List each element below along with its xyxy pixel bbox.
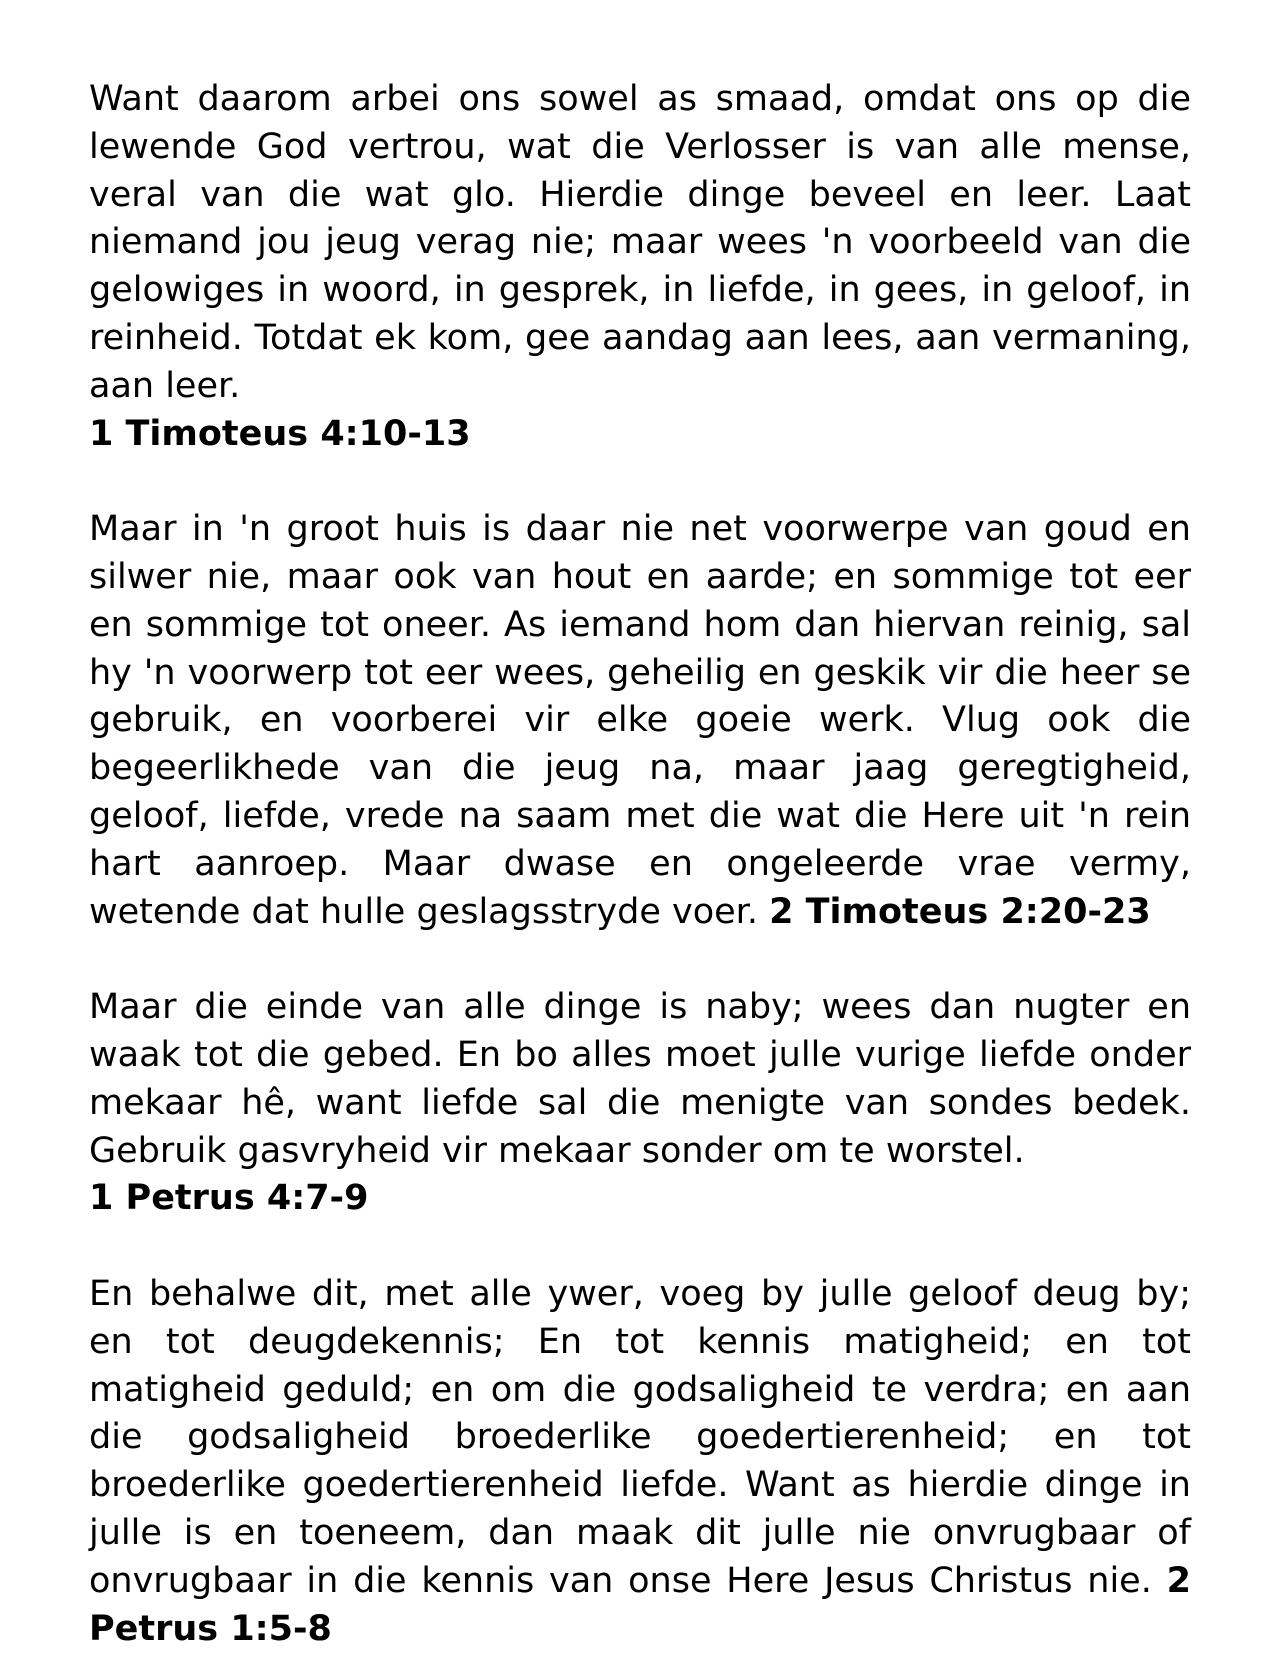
passage-text: Want daarom arbei ons sowel as smaad, omdat ons op die lewende God vertrou, wat die Verlosser is van alle mense, veral van die wat glo. Hierdie dinge beveel en leer. Laat niemand jou jeug verag nie; maar wees 'n voorbeeld van die gelowiges in woord, in gesprek, in liefde, in gees, in geloof, in reinheid. Totdat ek kom, gee aandag aan lees, aan vermaning, aan leer. [89, 79, 1191, 406]
passage-text: Maar in 'n groot huis is daar nie net voorwerpe van goud en silwer nie, maar ook van hout en aarde; en sommige tot eer en sommige tot oneer. As iemand hom dan hiervan reinig, sal hy 'n voorwerp tot eer wees, geheilig en geskik vir die heer se gebruik, en voorberei vir elke goeie werk. Vlug ook die begeerlikhede van die jeug na, maar jaag geregtigheid, geloof, liefde, vrede na saam met die wat die Here uit 'n rein hart aanroep. Maar dwase en ongeleerde vrae vermy, wetende dat hulle geslagsstryde voer. [89, 509, 1191, 932]
document-page [89, 76, 1191, 1653]
scripture-passage [89, 984, 1191, 1223]
scripture-reference: 1 Petrus 4:7-9 [89, 1178, 369, 1219]
scripture-reference: 1 Timoteus 4:10-13 [89, 413, 471, 454]
passage-text: Maar die einde van alle dinge is naby; wees dan nugter en waak tot die gebed. En bo alles moet julle vurige liefde onder mekaar hê, want liefde sal die menigte van sondes bedek. Gebruik gasvryheid vir mekaar sonder om te worstel. [89, 987, 1191, 1171]
passage-text: En behalwe dit, met alle ywer, voeg by julle geloof deug by; en tot deugdekennis; En tot kennis matigheid; en tot matigheid geduld; en om die godsaligheid te verdra; en aan die godsaligheid broederlike goedertierenheid; en tot broederlike goedertierenheid liefde. Want as hierdie dinge in julle is en toeneem, dan maak dit julle nie onvrugbaar of onvrugbaar in die kennis van onse Here Jesus Christus nie. [89, 1273, 1191, 1601]
scripture-passage [89, 1271, 1191, 1653]
scripture-reference: 2 Timoteus 2:20-23 [769, 891, 1151, 932]
scripture-passage [89, 506, 1191, 936]
scripture-reference: 2 Petrus 1:5-8 [89, 1560, 1191, 1649]
scripture-passage [89, 76, 1191, 458]
